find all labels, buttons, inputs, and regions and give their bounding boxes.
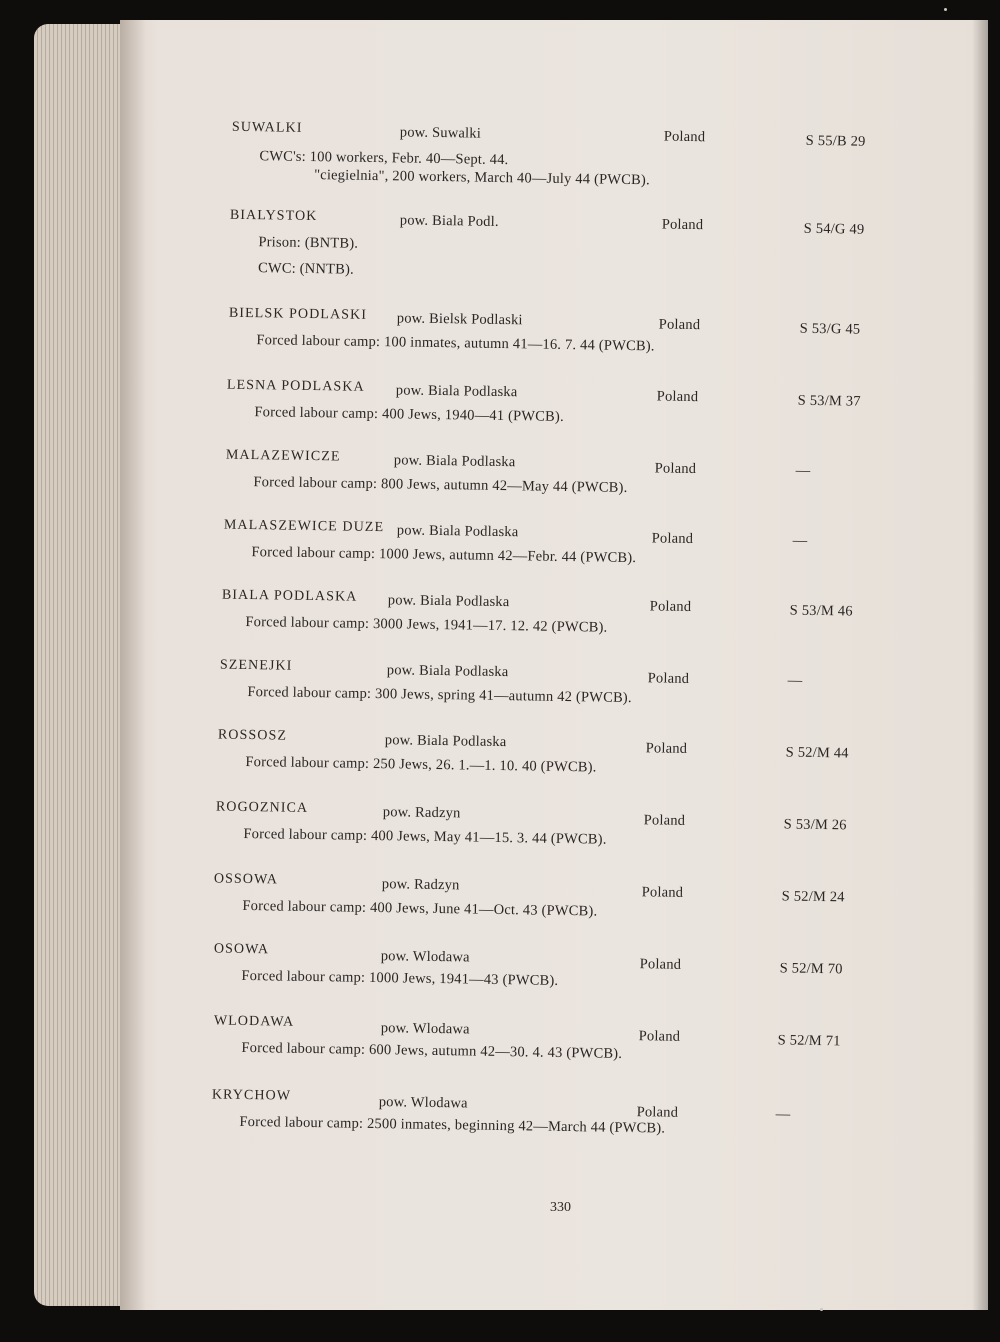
entry-county: pow. Biala Podlaska bbox=[384, 732, 507, 751]
entry-bialystok bbox=[119, 206, 988, 292]
entry-detail: Forced labour camp: 800 Jews, autumn 42—May 44 (PWCB). bbox=[253, 474, 628, 496]
entry-country: Poland bbox=[639, 956, 682, 973]
entry-map-ref: S 54/G 49 bbox=[803, 220, 865, 238]
entry-place: OSSOWA bbox=[213, 871, 279, 888]
entry-place: SUWALKI bbox=[231, 119, 303, 136]
page-number: 330 bbox=[550, 1200, 571, 1215]
entry-country: Poland bbox=[636, 1104, 679, 1121]
entry-map-ref: S 53/M 37 bbox=[797, 392, 861, 410]
entry-county: pow. Biala Podlaska bbox=[387, 592, 510, 611]
entry-map-ref: S 53/G 45 bbox=[799, 320, 861, 338]
entry-country: Poland bbox=[656, 388, 699, 406]
entry-map-ref: S 55/B 29 bbox=[805, 132, 866, 150]
entry-map-ref: — bbox=[795, 462, 811, 479]
entry-country: Poland bbox=[647, 670, 690, 687]
entry-map-ref: — bbox=[792, 532, 808, 549]
entry-county: pow. Wlodawa bbox=[378, 1094, 468, 1112]
entry-rogoznica bbox=[119, 798, 988, 884]
entry-country: Poland bbox=[645, 740, 688, 757]
entry-detail: Forced labour camp: 3000 Jews, 1941—17. 12. 42 (PWCB). bbox=[245, 613, 608, 636]
entry-wlodawa bbox=[119, 1012, 988, 1098]
entry-county: pow. Wlodawa bbox=[380, 1020, 470, 1038]
entry-county: pow. Radzyn bbox=[382, 804, 461, 822]
entry-detail: Forced labour camp: 1000 Jews, 1941—43 (PWCB). bbox=[241, 967, 559, 989]
entry-detail: CWC's: 100 workers, Febr. 40—Sept. 44. bbox=[259, 148, 509, 169]
entry-detail: Forced labour camp: 1000 Jews, autumn 42—Febr. 44 (PWCB). bbox=[251, 544, 637, 567]
entry-county: pow. Biala Podlaska bbox=[393, 452, 516, 471]
entry-place: BIALYSTOK bbox=[229, 207, 318, 225]
entry-country: Poland bbox=[661, 216, 704, 234]
entry-place: BIELSK PODLASKI bbox=[228, 305, 368, 323]
entry-country: Poland bbox=[638, 1028, 681, 1045]
entry-county: pow. Biala Podlaska bbox=[386, 662, 509, 681]
entry-country: Poland bbox=[658, 316, 701, 334]
entry-place: WLODAWA bbox=[213, 1013, 295, 1030]
entry-detail: Prison: (BNTB). bbox=[258, 234, 359, 252]
entry-map-ref: — bbox=[787, 672, 803, 689]
entry-suwalki bbox=[119, 118, 988, 204]
entry-map-ref: S 52/M 70 bbox=[779, 960, 843, 978]
entry-bielsk-podlaski bbox=[119, 304, 988, 390]
entry-country: Poland bbox=[643, 812, 686, 829]
entry-osowa bbox=[119, 940, 988, 1026]
entry-county: pow. Suwalki bbox=[399, 124, 482, 142]
entry-place: SZENEJKI bbox=[219, 657, 293, 674]
entry-country: Poland bbox=[651, 530, 694, 548]
entry-detail: Forced labour camp: 400 Jews, 1940—41 (PWCB). bbox=[254, 404, 564, 425]
entry-place: ROGOZNICA bbox=[215, 799, 309, 816]
entry-detail-2: CWC: (NNTB). bbox=[257, 260, 354, 278]
entry-detail: Forced labour camp: 400 Jews, May 41—15. 3. 44 (PWCB). bbox=[243, 825, 607, 848]
entry-map-ref: S 52/M 24 bbox=[781, 888, 845, 906]
entry-krychow bbox=[119, 1086, 988, 1172]
entry-county: pow. Biala Podl. bbox=[399, 212, 499, 230]
entry-place: BIALA PODLASKA bbox=[221, 587, 358, 605]
entry-map-ref: — bbox=[775, 1106, 791, 1123]
entry-country: Poland bbox=[654, 460, 697, 478]
entry-place: OSOWA bbox=[213, 941, 270, 958]
entry-place: MALASZEWICE DUZE bbox=[223, 517, 385, 536]
entry-map-ref: S 52/M 71 bbox=[777, 1032, 841, 1050]
entry-detail: Forced labour camp: 2500 inmates, beginning 42—March 44 (PWCB). bbox=[239, 1113, 666, 1137]
entry-map-ref: S 52/M 44 bbox=[785, 744, 849, 762]
entry-place: MALAZEWICZE bbox=[225, 447, 341, 465]
dust-speck bbox=[820, 1308, 823, 1311]
entry-detail: Forced labour camp: 250 Jews, 26. 1.—1. 10. 40 (PWCB). bbox=[245, 753, 597, 776]
entry-detail: Forced labour camp: 100 inmates, autumn 41—16. 7. 44 (PWCB). bbox=[256, 332, 655, 355]
dust-speck bbox=[944, 8, 947, 11]
entry-place: KRYCHOW bbox=[211, 1087, 292, 1104]
entry-country: Poland bbox=[641, 884, 684, 901]
entry-detail: Forced labour camp: 600 Jews, autumn 42—30. 4. 43 (PWCB). bbox=[241, 1039, 623, 1062]
entry-county: pow. Biala Podlaska bbox=[396, 522, 519, 541]
entry-county: pow. Radzyn bbox=[381, 876, 460, 894]
entry-detail-2: "ciegielnia", 200 workers, March 40—July 44 (PWCB). bbox=[314, 167, 650, 189]
entry-detail: Forced labour camp: 400 Jews, June 41—Oct. 43 (PWCB). bbox=[242, 897, 598, 920]
entry-country: Poland bbox=[649, 598, 692, 615]
book-page bbox=[120, 20, 988, 1310]
entry-place: LESNA PODLASKA bbox=[226, 377, 365, 395]
entry-place: ROSSOSZ bbox=[217, 727, 288, 744]
entry-detail: Forced labour camp: 300 Jews, spring 41—autumn 42 (PWCB). bbox=[247, 684, 632, 707]
entry-county: pow. Wlodawa bbox=[380, 948, 470, 966]
entry-county: pow. Bielsk Podlaski bbox=[396, 310, 523, 329]
entry-map-ref: S 53/M 46 bbox=[789, 602, 853, 620]
entry-map-ref: S 53/M 26 bbox=[783, 816, 847, 834]
entry-rossosz bbox=[119, 726, 988, 812]
entry-county: pow. Biala Podlaska bbox=[395, 382, 518, 401]
entry-country: Poland bbox=[663, 128, 706, 146]
